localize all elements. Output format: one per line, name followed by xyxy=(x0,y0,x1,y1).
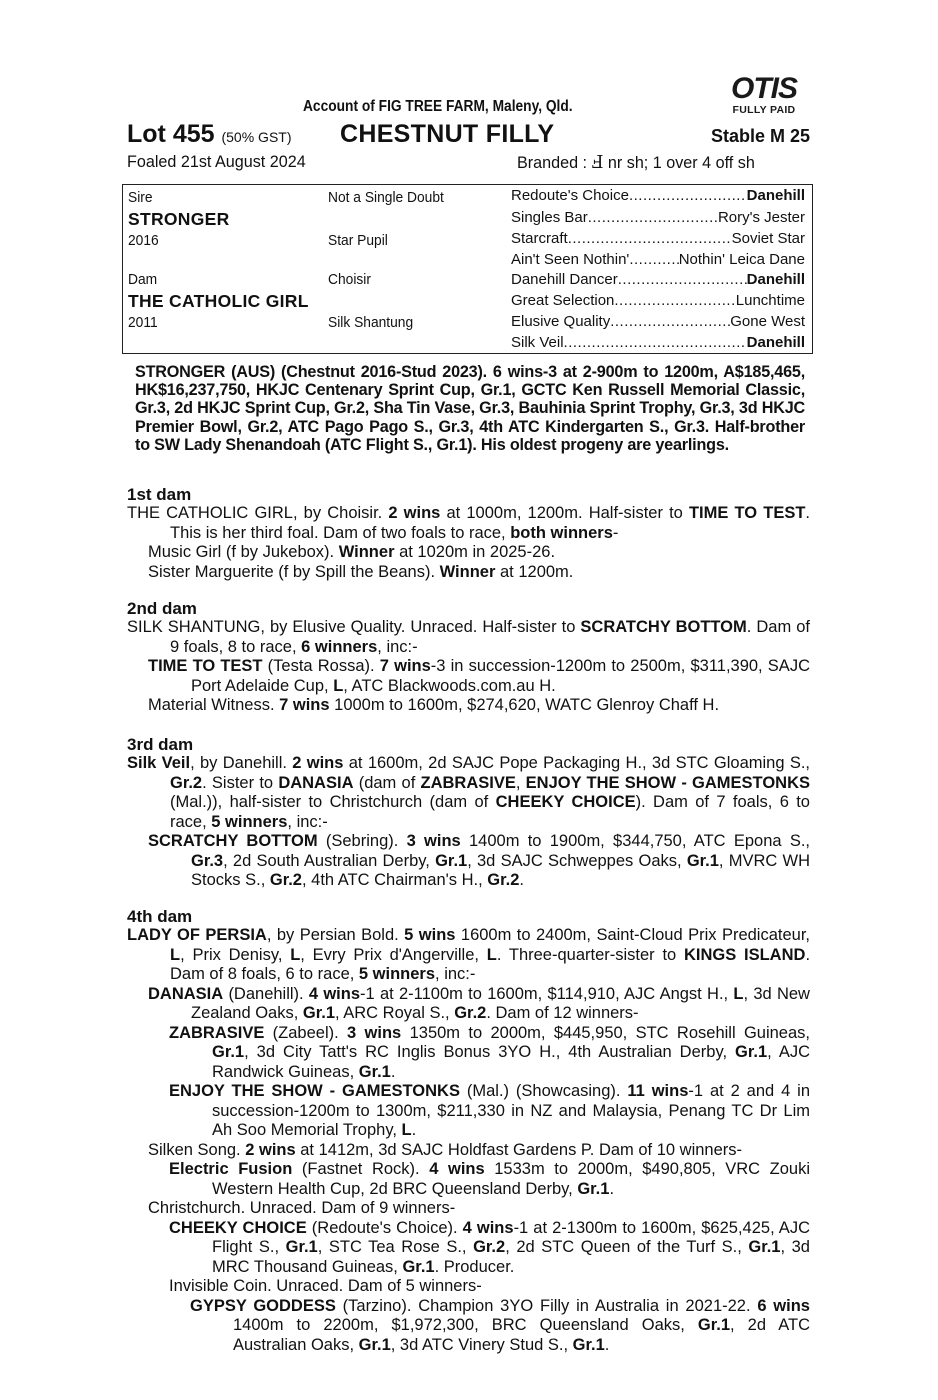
bold-text: Gr.1 xyxy=(402,1257,435,1276)
text: , inc:- xyxy=(435,965,476,983)
dam-year: 2011 xyxy=(128,314,158,331)
text: -3 in succession-1200m to 2500m, $311,390, SAJC Port Adelaide Cup, xyxy=(191,657,810,695)
bold-text: ZABRASIVE xyxy=(169,1023,265,1042)
bold-text: Gr.1 xyxy=(748,1238,781,1256)
text: 1533m to 2000m, $490,805, VRC Zouki Western Health Cup, 2d BRC Queensland Derby, xyxy=(212,1160,811,1198)
bold-text: Gr.1 xyxy=(358,1335,391,1354)
bold-text: L xyxy=(486,945,497,964)
bold-text: 4 wins xyxy=(308,984,361,1003)
sex-colour: CHESTNUT FILLY xyxy=(340,120,555,148)
text: . Dam of 9 foals, 8 to race, xyxy=(170,618,810,656)
text: , 3d New Zealand Oaks, xyxy=(191,984,810,1022)
grandparent-name: Danehill Dancer xyxy=(511,271,618,288)
lot-label: Lot 455 xyxy=(127,120,215,148)
bold-text: Gr.2 xyxy=(473,1238,506,1256)
text: , inc:- xyxy=(287,812,328,831)
text: Music Girl (f by Jukebox). xyxy=(148,543,339,561)
text: , ATC Blackwoods.com.au H. xyxy=(343,676,556,695)
bold-text: L xyxy=(733,984,744,1003)
bold-text: L xyxy=(401,1121,412,1139)
text: , 3d SAJC Schweppes Oaks, xyxy=(467,851,687,870)
dam-label: Dam xyxy=(128,271,158,288)
bold-text: DANASIA xyxy=(148,984,224,1003)
grandparent-name: Redoute's Choice xyxy=(511,187,629,204)
sire-year: 2016 xyxy=(128,232,159,249)
bold-text: Gr.2 xyxy=(487,871,520,889)
bold-text: Gr.1 xyxy=(577,1179,610,1198)
brand-mark-icon: Ⅎ xyxy=(591,152,604,173)
bold-text: Gr.1 xyxy=(735,1043,768,1061)
bold-text: ENJOY THE SHOW - GAMESTONKS xyxy=(525,773,810,792)
text: Silken Song. xyxy=(148,1140,246,1159)
text: at 1000m, 1200m. Half-sister to xyxy=(440,504,689,522)
bold-text: TIME TO TEST xyxy=(148,657,263,675)
bold-text: 5 winners xyxy=(358,965,436,983)
text: -1 at 2-1100m to 1600m, $114,910, AJC Angst H., xyxy=(360,984,734,1003)
text: . xyxy=(390,1062,396,1081)
bold-text: 4 wins xyxy=(462,1218,514,1237)
grandparent-name: Silk Veil xyxy=(511,334,564,351)
bold-text: Gr.1 xyxy=(435,851,468,870)
dam-sire: Choisir xyxy=(328,271,371,288)
bold-text: 7 wins xyxy=(279,696,330,714)
text: (Fastnet Rock). xyxy=(292,1160,430,1178)
text: at 1200m. xyxy=(495,562,574,581)
bold-text: 7 wins xyxy=(379,657,431,675)
text: 1400m to 2200m, $1,972,300, BRC Queensland Oaks, xyxy=(233,1316,698,1334)
leader-dots xyxy=(568,230,732,247)
text: (Tarzino). Champion 3YO Filly in Australia in 2021-22. xyxy=(335,1296,758,1315)
foaled-date: Foaled 21st August 2024 xyxy=(127,152,306,171)
bold-text: Winner xyxy=(338,543,395,561)
grandparent-row xyxy=(511,313,805,330)
leader-dots xyxy=(614,292,735,309)
progeny-entry xyxy=(127,1277,810,1297)
text: , 2d STC Queen of the Turf S., xyxy=(505,1238,749,1256)
text: , 4th ATC Chairman's H., xyxy=(301,871,488,889)
grandparent-row xyxy=(511,187,805,204)
great-grandsire-name: Soviet Star xyxy=(731,230,805,247)
second-dam-section xyxy=(127,599,810,716)
bold-text: 5 winners xyxy=(211,812,288,831)
leader-dots xyxy=(610,313,730,330)
text: . Dam of 12 winners- xyxy=(486,1004,639,1022)
text: , by Danehill. xyxy=(190,754,293,772)
leader-dots xyxy=(629,251,678,268)
fourth-dam-progeny xyxy=(127,985,810,1356)
bold-text: Gr.1 xyxy=(697,1316,731,1334)
progeny-entry xyxy=(127,1024,810,1083)
leader-dots xyxy=(588,209,718,226)
text: Sister Marguerite (f by Spill the Beans). xyxy=(148,562,440,581)
grandparent-row xyxy=(511,271,805,288)
bold-text: Winner xyxy=(439,562,496,581)
text: (dam of xyxy=(353,773,421,792)
bold-text: 3 wins xyxy=(406,832,461,850)
second-dam-title: 2nd dam xyxy=(127,599,197,618)
text: (Mal.)), half-sister to Christchurch (dam of xyxy=(170,793,496,811)
text: -1 at 2-1300m to 1600m, $625,425, AJC Flight S., xyxy=(212,1218,810,1256)
great-grandsire-name: Nothin' Leica Dane xyxy=(678,251,805,268)
text: . xyxy=(411,1121,417,1139)
bold-text: both winners xyxy=(510,523,613,542)
fully-paid-label: FULLY PAID xyxy=(732,104,796,116)
sire-sire: Not a Single Doubt xyxy=(328,189,444,206)
first-dam-progeny xyxy=(127,543,810,582)
text: (Zabeel). xyxy=(264,1023,348,1042)
text: , 2d South Australian Derby, xyxy=(223,851,436,870)
lot-header xyxy=(127,120,810,152)
fourth-dam-main xyxy=(127,926,810,985)
text: , STC Tea Rose S., xyxy=(317,1238,474,1256)
bold-text: CHEEKY CHOICE xyxy=(169,1218,307,1237)
bold-text: Gr.2 xyxy=(454,1004,487,1022)
text: . This is her third foal. Dam of two foals to race, xyxy=(170,504,811,542)
third-dam-main xyxy=(127,754,810,832)
text: SILK SHANTUNG, by Elusive Quality. Unraced. Half-sister to xyxy=(127,618,581,636)
progeny-entry xyxy=(127,657,810,696)
bold-text: Gr.1 xyxy=(686,851,719,870)
vendor-account: Account of FIG TREE FARM, Maleny, Qld. xyxy=(303,98,573,115)
dam-name: THE CATHOLIC GIRL xyxy=(128,291,309,311)
text: -1 at 2 and 4 in succession-1200m to 1300m, $211,330 in NZ and Malaysia, Penang TC Dr Lim Ah Soo Memorial Trophy, xyxy=(212,1082,811,1139)
bold-text: L xyxy=(290,945,301,964)
text: Christchurch. Unraced. Dam of 9 winners- xyxy=(148,1199,456,1217)
text: at 1412m, 3d SAJC Holdfast Gardens P. Dam of 10 winners- xyxy=(295,1140,743,1159)
text: Material Witness. xyxy=(148,696,280,714)
progeny-entry xyxy=(127,832,810,891)
bold-text: 6 winners xyxy=(301,637,378,656)
text: 1350m to 2000m, $445,950, STC Rosehill Guineas, xyxy=(401,1023,810,1042)
progeny-entry xyxy=(127,1219,810,1278)
text: at 1020m in 2025-26. xyxy=(394,543,556,561)
great-grandsire-name: Danehill xyxy=(746,187,805,204)
grandparent-name: Elusive Quality xyxy=(511,313,611,330)
dam-dam: Silk Shantung xyxy=(328,314,414,331)
bold-text: Gr.1 xyxy=(572,1335,605,1354)
great-grandsire-name: Gone West xyxy=(730,313,805,330)
grandparent-name: Ain't Seen Nothin' xyxy=(511,251,630,268)
text: , inc:- xyxy=(377,637,418,656)
bold-text: Electric Fusion xyxy=(169,1160,293,1178)
leader-dots xyxy=(629,187,747,204)
bold-text: ZABRASIVE xyxy=(420,773,516,792)
bold-text: LADY OF PERSIA xyxy=(127,926,267,944)
bold-text: KINGS ISLAND xyxy=(683,945,806,964)
bold-text: 5 wins xyxy=(404,926,456,944)
bold-text: ENJOY THE SHOW - GAMESTONKS xyxy=(169,1082,460,1100)
sire-name: STRONGER xyxy=(128,209,230,229)
great-grandsire-name: Danehill xyxy=(746,271,805,288)
grandparent-name: Great Selection xyxy=(511,292,615,309)
text: THE CATHOLIC GIRL, by Choisir. xyxy=(127,504,389,522)
progeny-entry xyxy=(127,1297,810,1356)
first-dam-main xyxy=(127,504,810,543)
grandparent-row xyxy=(511,334,805,351)
progeny-entry xyxy=(127,543,810,563)
first-dam-title: 1st dam xyxy=(127,485,192,504)
text: . Producer. xyxy=(434,1257,515,1276)
sire-race-record: STRONGER (AUS) (Chestnut 2016-Stud 2023). 6 wins-3 at 2-900m to 1200m, A$185,465, HK$16,237,750, HKJC Centenary Sprint Cup, Gr.1, GCTC Ken Russell Memorial Classic, Gr.3, 2d HKJC Sprint Cup, Gr.2, Sha Tin Vase, Gr.3, Bauhinia Sprint Trophy, Gr.3, 3d HKJC Premier Bowl, Gr.2, ATC Pago Pago S., Gr.3, 4th ATC Kindergarten S., Gr.3. Half-brother to SW Lady Shenandoah (ATC Flight S., Gr.1). His oldest progeny are yearlings. xyxy=(135,363,805,454)
text: . xyxy=(609,1179,615,1198)
fourth-dam-section xyxy=(127,907,810,1355)
sire-dam: Star Pupil xyxy=(328,232,388,249)
bold-text: CHEEKY CHOICE xyxy=(495,793,636,811)
text: 1000m to 1600m, $274,620, WATC Glenroy Chaff H. xyxy=(329,696,720,714)
bold-text: 6 wins xyxy=(757,1296,810,1315)
bold-text: GYPSY GODDESS xyxy=(190,1296,336,1315)
text: . Three-quarter-sister to xyxy=(496,945,684,964)
bold-text: 2 wins xyxy=(292,754,344,772)
text: , 3d City Tatt's RC Inglis Bonus 3YO H., 4th Australian Derby, xyxy=(244,1043,736,1061)
bold-text: Gr.2 xyxy=(170,773,203,792)
great-grandsire-name: Lunchtime xyxy=(735,292,805,309)
leader-dots xyxy=(618,271,747,288)
progeny-entry xyxy=(127,1160,810,1199)
text: , 3d MRC Thousand Guineas, xyxy=(212,1238,810,1276)
bold-text: Gr.1 xyxy=(285,1238,318,1256)
progeny-entry xyxy=(127,1082,810,1141)
text: ). Dam of 7 foals, 6 to race, xyxy=(170,793,810,831)
bold-text: SCRATCHY BOTTOM xyxy=(580,618,747,636)
text: . xyxy=(604,1335,610,1354)
grandparent-row xyxy=(511,230,805,247)
text: , by Persian Bold. xyxy=(266,926,405,944)
text: (Mal.) (Showcasing). xyxy=(459,1082,628,1100)
third-dam-progeny xyxy=(127,832,810,891)
text: , xyxy=(515,773,526,792)
lot-gst: (50% GST) xyxy=(221,129,292,145)
text: - xyxy=(612,523,619,542)
text: at 1600m, 2d SAJC Pope Packaging H., 3d STC Gloaming S., xyxy=(343,754,811,772)
bold-text: Gr.3 xyxy=(191,851,224,870)
text: (Testa Rossa). xyxy=(262,657,380,675)
text: (Danehill). xyxy=(223,984,309,1003)
otis-logo-text: OTIS xyxy=(730,72,797,105)
text: , 3d ATC Vinery Stud S., xyxy=(390,1335,573,1354)
branding xyxy=(517,152,755,173)
text: Invisible Coin. Unraced. Dam of 5 winners- xyxy=(169,1277,482,1295)
text: , ARC Royal S., xyxy=(335,1004,455,1022)
bold-text: 11 wins xyxy=(627,1082,689,1100)
branded-prefix: Branded : xyxy=(517,153,592,172)
text: . Sister to xyxy=(202,773,279,792)
progeny-entry xyxy=(127,985,810,1024)
fourth-dam-title: 4th dam xyxy=(127,907,193,926)
bold-text: Gr.1 xyxy=(302,1004,335,1022)
bold-text: 2 wins xyxy=(388,504,441,522)
stable-location: Stable M 25 xyxy=(710,126,810,146)
bold-text: Silk Veil xyxy=(127,754,191,772)
second-dam-main xyxy=(127,618,810,657)
bold-text: Gr.2 xyxy=(269,871,302,889)
grandparent-name: Starcraft xyxy=(511,230,568,247)
bold-text: L xyxy=(170,945,181,964)
text: , AJC Randwick Guineas, xyxy=(212,1043,810,1081)
grandparent-row xyxy=(511,209,805,226)
text: 1400m to 1900m, $344,750, ATC Epona S., xyxy=(460,832,810,850)
bold-text: L xyxy=(333,676,344,695)
text: , 2d ATC Australian Oaks, xyxy=(233,1316,810,1354)
third-dam-title: 3rd dam xyxy=(127,735,194,754)
otis-fully-paid-logo xyxy=(720,74,808,116)
second-dam-progeny xyxy=(127,657,810,716)
grandparent-name: Singles Bar xyxy=(511,209,588,226)
lot-number xyxy=(127,120,292,149)
leader-dots xyxy=(564,334,747,351)
text: , Evry Prix d'Angerville, xyxy=(300,945,487,964)
bold-text: 2 wins xyxy=(245,1140,296,1159)
bold-text: 3 wins xyxy=(347,1023,402,1042)
text: (Redoute's Choice). xyxy=(306,1218,463,1237)
bold-text: DANASIA xyxy=(278,773,354,792)
bold-text: TIME TO TEST xyxy=(688,504,806,522)
progeny-entry xyxy=(127,1199,810,1219)
text: (Sebring). xyxy=(317,832,407,850)
third-dam-section xyxy=(127,735,810,891)
great-grandsire-name: Rory's Jester xyxy=(717,209,805,226)
grandparent-row xyxy=(511,251,805,268)
grandparent-row xyxy=(511,292,805,309)
text: 1600m to 2400m, Saint-Cloud Prix Predicateur, xyxy=(455,926,810,944)
text: . xyxy=(519,871,524,889)
bold-text: SCRATCHY BOTTOM xyxy=(148,832,318,850)
progeny-entry xyxy=(127,563,810,583)
sire-label: Sire xyxy=(128,189,153,206)
progeny-entry xyxy=(127,696,810,716)
great-grandsire-name: Danehill xyxy=(746,334,805,351)
first-dam-section xyxy=(127,485,810,582)
progeny-entry xyxy=(127,1141,810,1161)
text: , MVRC WH Stocks S., xyxy=(191,851,811,889)
text: , Prix Denisy, xyxy=(180,945,291,964)
bold-text: Gr.1 xyxy=(358,1062,391,1081)
pedigree-table xyxy=(122,184,813,354)
bold-text: 4 wins xyxy=(429,1160,485,1178)
text: . Dam of 8 foals, 6 to race, xyxy=(170,945,811,983)
bold-text: Gr.1 xyxy=(212,1043,245,1061)
branded-suffix: nr sh; 1 over 4 off sh xyxy=(603,153,755,172)
